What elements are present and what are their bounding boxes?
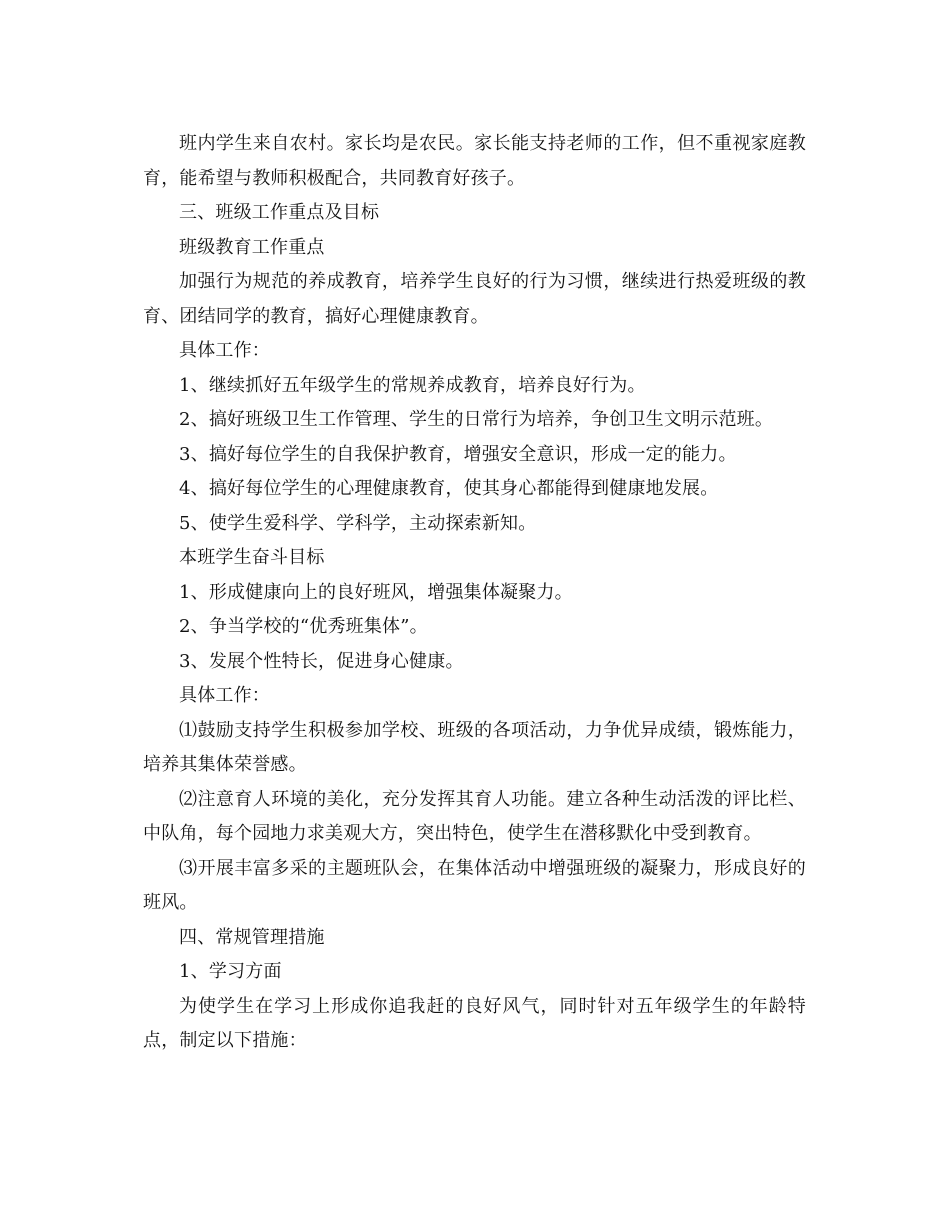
subheading-specific-work: 具体工作： [179,685,270,706]
list-item: ⑴鼓励支持学生积极参加学校、班级的各项活动，力争优异成绩，锻炼能力，培养其集体荣誉感。 [143,719,806,775]
paragraph-home-background: 班内学生来自农村。家长均是农民。家长能支持老师的工作，但不重视家庭教育，能希望与教师积极配合，共同教育好孩子。 [143,133,806,189]
subheading-specific-work: 具体工作： [179,340,270,361]
list-item: 2、搞好班级卫生工作管理、学生的日常行为培养，争创卫生文明示范班。 [179,409,774,430]
subheading-study: 1、学习方面 [179,961,282,982]
document-body [143,127,806,1059]
list-item: 4、搞好每位学生的心理健康教育，使其身心都能得到健康地发展。 [179,478,719,499]
paragraph-education-focus: 加强行为规范的养成教育，培养学生良好的行为习惯，继续进行热爱班级的教育、团结同学的教育，搞好心理健康教育。 [143,271,806,327]
list-item: 1、继续抓好五年级学生的常规养成教育，培养良好行为。 [179,374,646,396]
paragraph-study-measures: 为使学生在学习上形成你追我赶的良好风气，同时针对五年级学生的年龄特点，制定以下措施： [143,995,806,1051]
list-item: ⑶开展丰富多采的主题班队会，在集体活动中增强班级的凝聚力，形成良好的班风。 [143,857,806,913]
list-item: 3、搞好每位学生的自我保护教育，增强安全意识，形成一定的能力。 [179,443,737,465]
list-item: 1、形成健康向上的良好班风，增强集体凝聚力。 [179,581,573,603]
list-item: 3、发展个性特长，促进身心健康。 [179,650,464,672]
list-item: ⑵注意育人环境的美化，充分发挥其育人功能。建立各种生动活泼的评比栏、中队角，每个园地力求美观大方，突出特色，使学生在潜移默化中受到教育。 [143,788,806,844]
list-item: 5、使学生爱科学、学科学，主动探索新知。 [179,512,537,534]
subheading-class-goals: 本班学生奋斗目标 [179,547,325,568]
section-heading-routine-management: 四、常规管理措施 [179,926,325,948]
section-heading-focus-and-goals: 三、班级工作重点及目标 [179,202,380,223]
subheading-education-focus: 班级教育工作重点 [179,236,325,258]
list-item: 2、争当学校的“优秀班集体”。 [179,616,428,637]
